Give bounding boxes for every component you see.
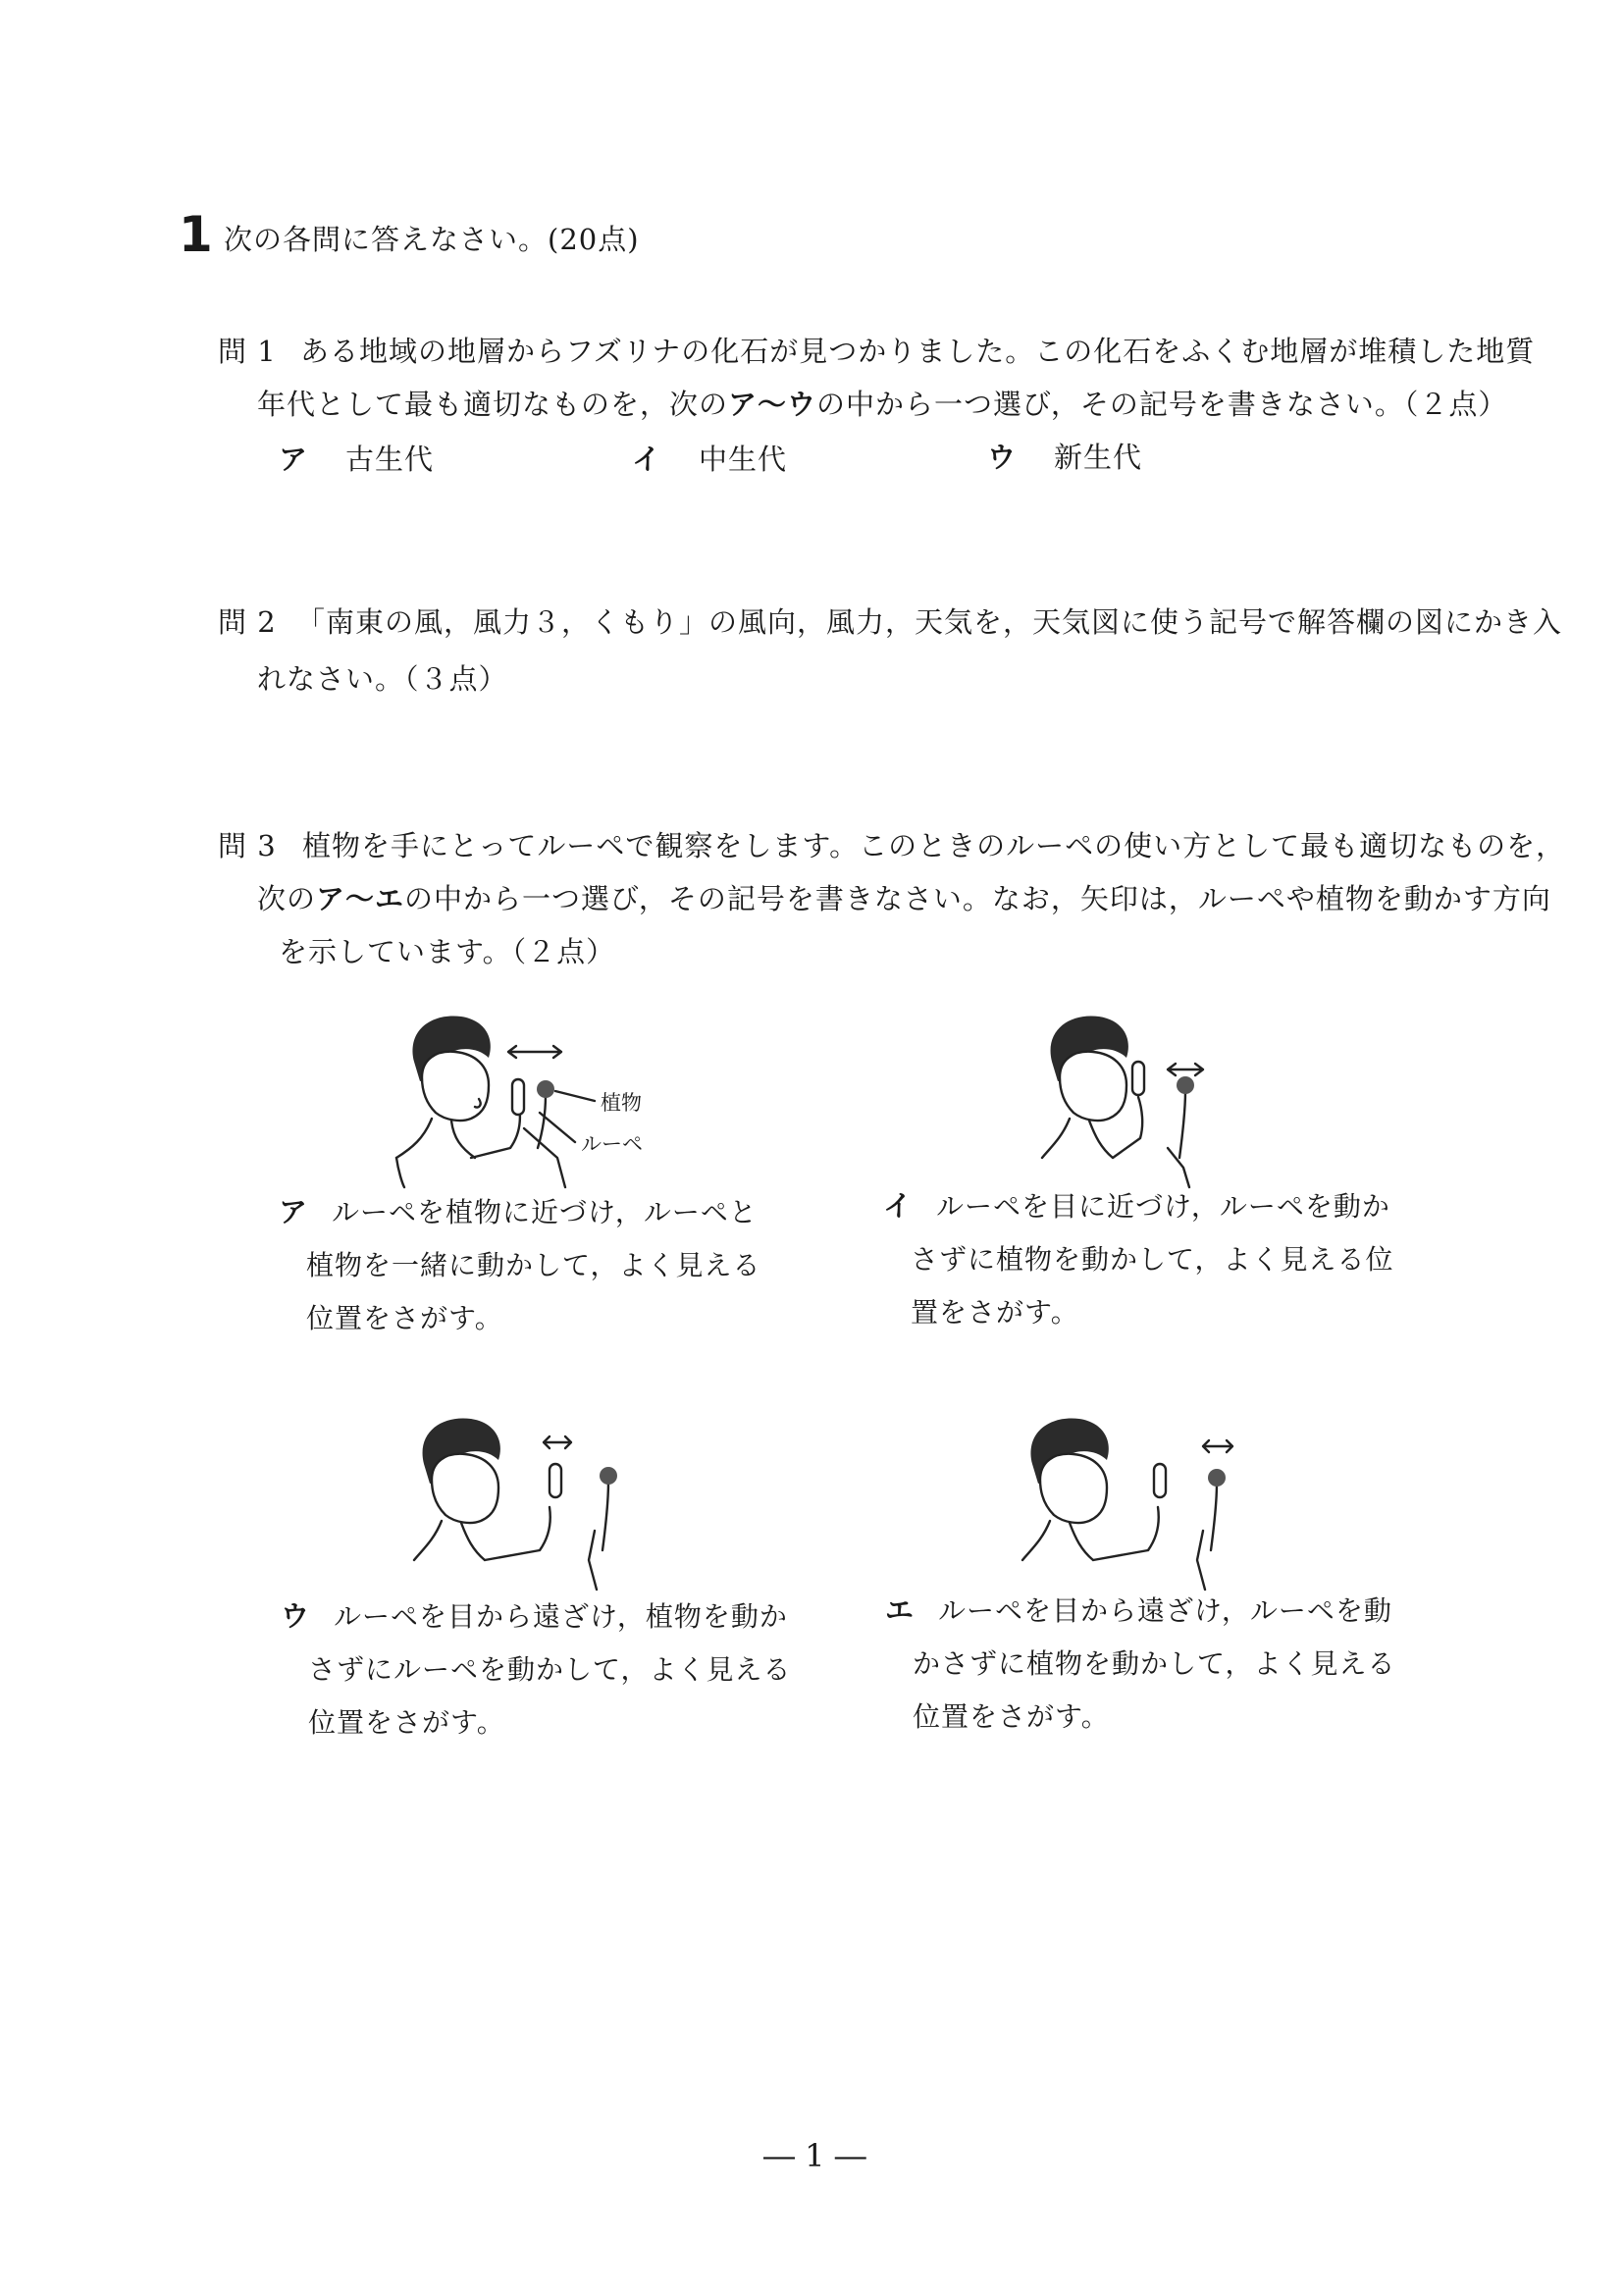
figure-a-loupe	[512, 1079, 524, 1115]
q1-line2-post: の中から一つ選び，その記号を書きなさい。（２点）	[816, 388, 1508, 421]
choice-letter: ウ	[281, 1599, 311, 1633]
figure-i-stem	[1179, 1091, 1185, 1158]
choice-line: 位置をさがす。	[308, 1706, 505, 1739]
choice-line: ルーペを目から遠ざけ，ルーペを動	[938, 1594, 1392, 1627]
choice-line: ルーペを目に近づけ，ルーペを動か	[936, 1190, 1390, 1223]
page-number: ― 1 ―	[763, 2137, 866, 2174]
figure-u-loupe	[550, 1464, 561, 1497]
figure-e-loupe	[1154, 1464, 1166, 1497]
choice-line: かさずに植物を動かして，よく見える	[913, 1647, 1396, 1680]
q3-line1: 植物を手にとってルーペで観察をします。このときのルーペの使い方として最も適切なものを，	[302, 829, 1566, 862]
figure-u	[402, 1413, 657, 1590]
q3-line2-post: の中から一つ選び，その記号を書きなさい。なお，矢印は，ルーペや植物を動かす方向	[404, 882, 1551, 915]
q2-label: 問 2	[218, 605, 277, 639]
option-text: 新生代	[1054, 441, 1143, 474]
figure-a-flower	[537, 1080, 554, 1098]
option-text: 中生代	[699, 443, 788, 476]
q1-option-a	[279, 438, 434, 478]
option-letter: ア	[279, 443, 309, 476]
q1-line2	[257, 383, 1507, 423]
choice-e	[885, 1584, 1395, 1744]
figure-e-stem	[1211, 1484, 1217, 1550]
choice-line: さずにルーペを動かして，よく見える	[308, 1653, 792, 1686]
choice-a	[279, 1185, 760, 1345]
figure-e	[1011, 1413, 1266, 1590]
q1-label: 問 1	[218, 335, 277, 368]
section-number: 1	[179, 206, 213, 263]
option-letter: ウ	[987, 441, 1018, 474]
choice-line: さずに植物を動かして，よく見える位	[911, 1243, 1394, 1276]
q3-line2	[257, 877, 1551, 917]
choice-u	[281, 1590, 791, 1749]
choice-letter: イ	[883, 1189, 914, 1223]
option-text: 古生代	[345, 443, 435, 476]
figure-u-arrow	[544, 1436, 571, 1448]
choice-line: 置をさがす。	[911, 1296, 1079, 1329]
q3-line3: を示しています。（２点）	[279, 935, 616, 968]
q3-line2-pre: 次の	[257, 882, 317, 915]
q1-option-u	[987, 436, 1142, 476]
q1-line2-pre: 年代として最も適切なものを，次の	[257, 388, 729, 421]
q1-option-i	[632, 438, 787, 478]
figure-i-loupe	[1132, 1062, 1144, 1095]
figure-i-flower	[1177, 1076, 1194, 1094]
q1-line1: ある地域の地層からフズリナの化石が見つかりました。この化石をふくむ地層が堆積した地質	[300, 335, 1536, 368]
choice-i	[883, 1179, 1393, 1339]
figure-a-person	[396, 1016, 520, 1187]
figure-label-loupe: ルーペ	[581, 1132, 643, 1156]
q3-range: ア～エ	[316, 882, 405, 915]
q2-line2: れなさい。（３点）	[257, 662, 508, 696]
figure-i	[1030, 1011, 1266, 1187]
q1-range: ア～ウ	[728, 388, 817, 421]
option-letter: イ	[632, 443, 662, 476]
figure-label-plant: 植物	[601, 1091, 642, 1115]
figure-a-arrow	[508, 1046, 561, 1058]
choice-letter: ア	[279, 1195, 309, 1228]
figure-u-stem	[602, 1482, 608, 1550]
choice-letter: エ	[885, 1593, 916, 1627]
section-instruction: 次の各問に答えなさい。(20点)	[224, 223, 640, 256]
choice-line: 植物を一緒に動かして，よく見える	[306, 1249, 761, 1281]
figure-u-flower	[600, 1467, 617, 1485]
figure-e-arrow	[1203, 1440, 1232, 1452]
choice-line: 位置をさがす。	[306, 1302, 503, 1334]
choice-line: 位置をさがす。	[913, 1700, 1110, 1733]
choice-line: ルーペを目から遠ざけ，植物を動か	[334, 1600, 788, 1633]
choice-line: ルーペを植物に近づけ，ルーペと	[332, 1196, 758, 1228]
figure-e-flower	[1208, 1469, 1226, 1487]
figure-i-arrow	[1168, 1064, 1203, 1075]
q2-line1: 「南東の風，風力３，くもり」の風向，風力，天気を，天気図に使う記号で解答欄の図にかき入	[296, 605, 1563, 639]
q3-label: 問 3	[218, 829, 277, 862]
